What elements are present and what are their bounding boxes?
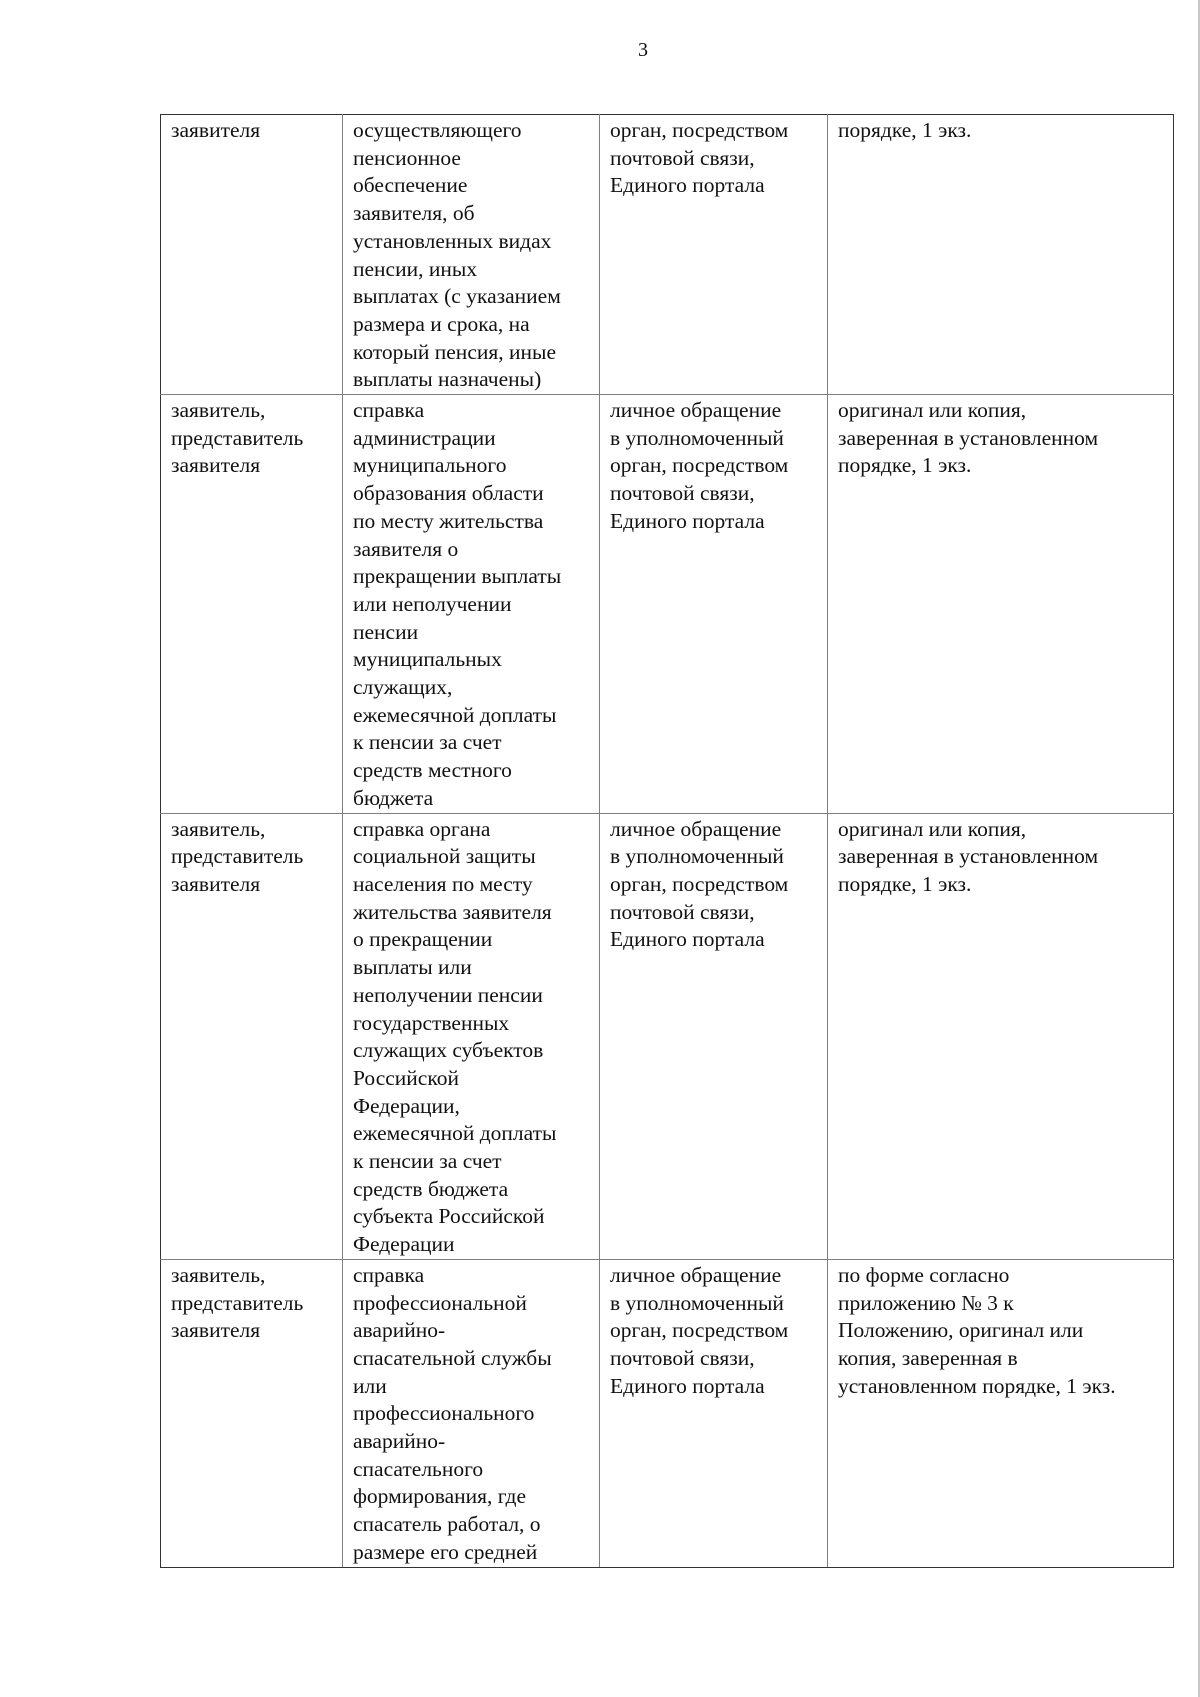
submission-text: личное обращение в уполномоченный орган, посредством почтовой связи, Единого портала [610,1262,789,1398]
table-row [161,395,1174,814]
table-row [161,1259,1174,1567]
document-cell [343,115,600,395]
document-text: осуществляющего пенсионное обеспечение заявителя, об установленных видах пенсии, иных выплатах (с указанием размера и срока, на который пенсия, иные выплаты назначены) [353,118,561,392]
submission-cell [600,1259,828,1567]
table-row [161,813,1174,1259]
document-cell [343,1259,600,1567]
requirements-cell [828,813,1174,1259]
requirements-cell [828,395,1174,814]
table-row [161,115,1174,395]
requirements-text: по форме согласно приложению № 3 к Положению, оригинал или копия, заверенная в установленном порядке, 1 экз. [838,1262,1116,1398]
applicant-text: заявителя [171,118,261,142]
documents-table [160,114,1174,1568]
submission-cell [600,115,828,395]
document-text: справка органа социальной защиты населения по месту жительства заявителя о прекращении выплаты или неполучении пенсии государственных служащих субъектов Российской Федерации, ежемесячной доплаты к пенсии за счет средств бюджета субъекта Российской Федерации [353,816,557,1257]
applicant-text: заявитель, представитель заявителя [171,398,304,478]
submission-cell [600,813,828,1259]
submission-text: орган, посредством почтовой связи, Единого портала [610,118,789,198]
requirements-text: оригинал или копия, заверенная в установленном порядке, 1 экз. [838,398,1099,478]
requirements-text: порядке, 1 экз. [838,118,972,142]
submission-text: личное обращение в уполномоченный орган, посредством почтовой связи, Единого портала [610,816,789,952]
applicant-cell [161,813,343,1259]
requirements-cell [828,1259,1174,1567]
requirements-text: оригинал или копия, заверенная в установленном порядке, 1 экз. [838,816,1099,896]
requirements-cell [828,115,1174,395]
applicant-cell [161,395,343,814]
submission-text: личное обращение в уполномоченный орган, посредством почтовой связи, Единого портала [610,398,789,533]
document-cell [343,813,600,1259]
applicant-cell [161,115,343,395]
applicant-text: заявитель, представитель заявителя [171,816,304,896]
document-text: справка администрации муниципального образования области по месту жительства заявителя о прекращении выплаты или неполучении пенсии муниципальных служащих, ежемесячной доплаты к пенсии за счет средств местного бюджета [353,398,562,810]
applicant-text: заявитель, представитель заявителя [171,1262,304,1343]
page-number: 3 [638,39,648,61]
submission-cell [600,395,828,814]
document-cell [343,395,600,814]
applicant-cell [161,1259,343,1567]
document-text: справка профессиональной аварийно- спасательной службы или профессионального аварийно- спасательного формирования, где спасатель работал, о размере его средней [353,1262,552,1564]
